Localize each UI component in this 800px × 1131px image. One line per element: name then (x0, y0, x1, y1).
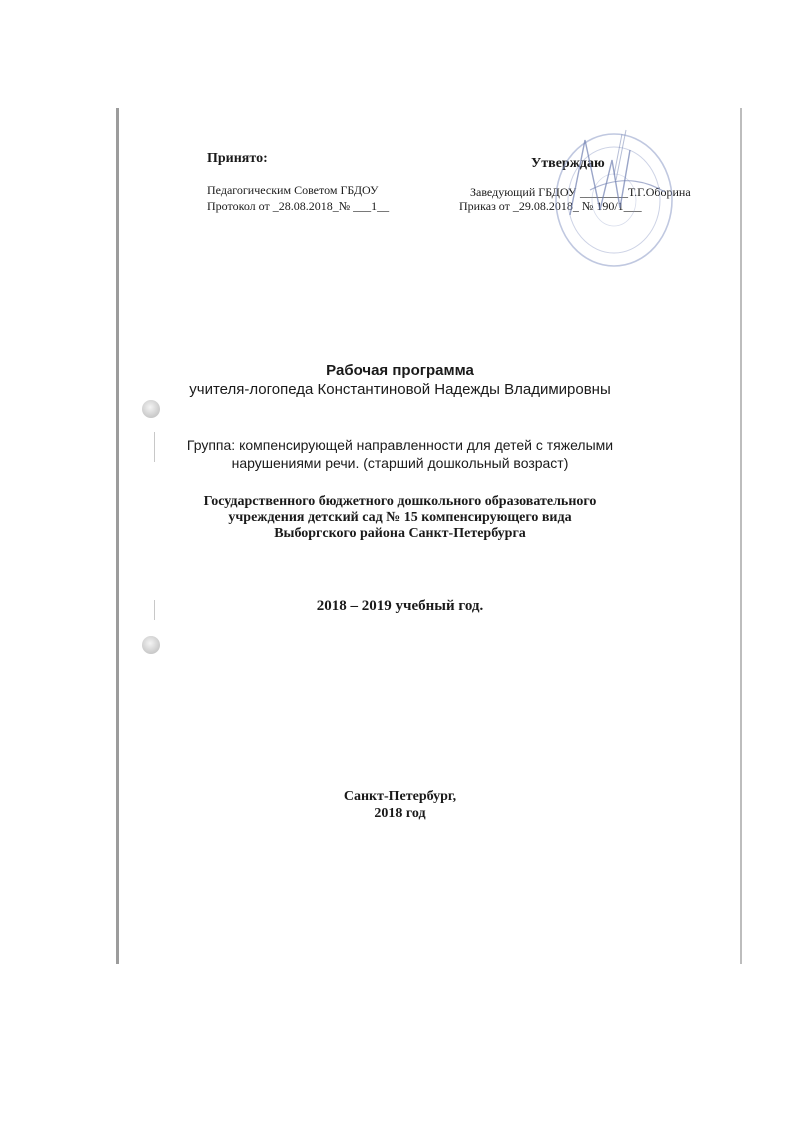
group-label: Группа: (186, 437, 236, 453)
group-line-1 (0, 437, 800, 453)
group-line-2: нарушениями речи. (старший дошкольный возраст) (231, 455, 569, 471)
binder-hole (142, 636, 160, 654)
footer-year: 2018 год (374, 806, 426, 821)
institution-line-2: учреждения детский сад № 15 компенсирующего вида (228, 510, 572, 525)
group-description: компенсирующей направленности для детей с тяжелыми (239, 437, 614, 453)
program-title: Рабочая программа (326, 362, 474, 379)
binder-hole (142, 400, 160, 418)
approved-signature-line: ________Т.Г.Оборина (580, 185, 691, 199)
school-year: 2018 – 2019 учебный год. (316, 598, 484, 614)
official-stamp-icon (550, 120, 680, 270)
approved-order: Приказ от _29.08.2018_ № 190/1___ (459, 199, 642, 213)
approved-by: Заведующий ГБДОУ (470, 185, 577, 199)
accepted-by: Педагогическим Советом ГБДОУ (207, 183, 379, 197)
footer-city: Санкт-Петербург, (343, 789, 457, 804)
accepted-protocol: Протокол от _28.08.2018_№ ___1__ (207, 199, 390, 213)
institution-line-3: Выборгского района Санкт-Петербурга (274, 526, 526, 541)
accepted-title: Принято: (207, 151, 268, 166)
approved-title: Утверждаю (531, 156, 605, 171)
institution-line-1: Государственного бюджетного дошкольного образовательного (203, 494, 597, 509)
program-author: учителя-логопеда Константиновой Надежды Владимировны (189, 381, 611, 398)
